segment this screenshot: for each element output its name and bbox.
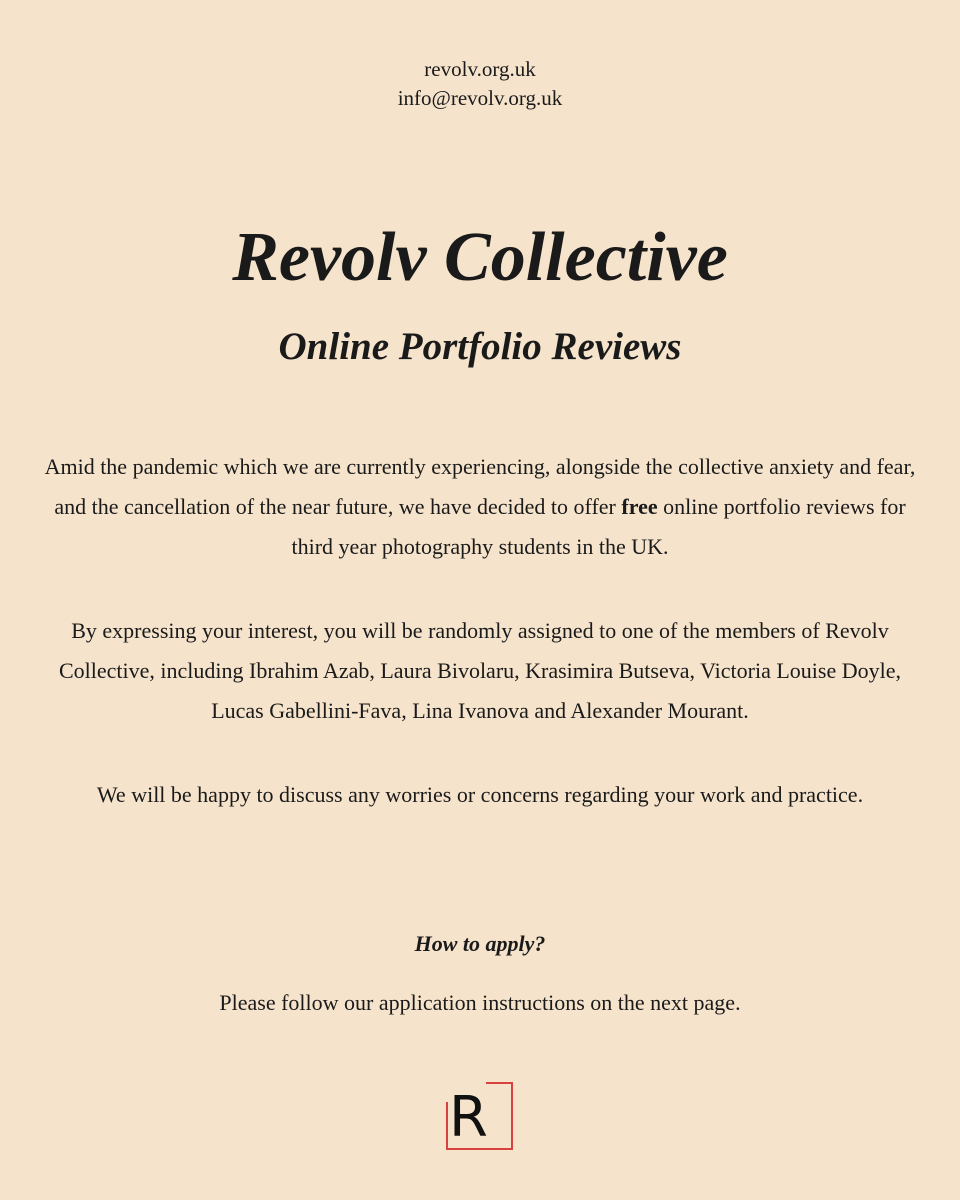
intro-paragraph (40, 447, 920, 567)
logo-frame-right (511, 1082, 513, 1150)
website-link[interactable]: revolv.org.uk (424, 57, 536, 81)
revolv-logo (446, 1082, 514, 1150)
logo-frame-top (486, 1082, 513, 1084)
how-to-apply-heading: How to apply? (414, 931, 546, 956)
intro-text-start: Amid the pandemic which we are currently experiencing, alongside the collective anxiety and fear, and the cancellation of the near future, we have decided to offer (44, 454, 916, 519)
free-emphasis: free (621, 494, 658, 519)
support-paragraph: We will be happy to discuss any worries or concerns regarding your work and practice. (96, 782, 864, 807)
contact-block (0, 55, 960, 113)
email-link[interactable]: info@revolv.org.uk (397, 86, 563, 110)
page-title: Revolv Collective (232, 219, 728, 296)
logo-frame-left (446, 1102, 448, 1150)
logo-letter: R (449, 1085, 488, 1150)
apply-instructions: Please follow our application instructions on the next page. (219, 990, 741, 1015)
intro-text-end: online portfolio reviews for third year photography students in the UK. (291, 494, 906, 559)
page-subtitle: Online Portfolio Reviews (278, 325, 682, 368)
members-paragraph: By expressing your interest, you will be randomly assigned to one of the members of Revolv Collective, including Ibrahim Azab, Laura Bivolaru, Krasimira Butseva, Victoria Louise Doyle, Lucas Gabellini-Fava, Lina Ivanova and Alexander Mourant. (59, 618, 901, 723)
